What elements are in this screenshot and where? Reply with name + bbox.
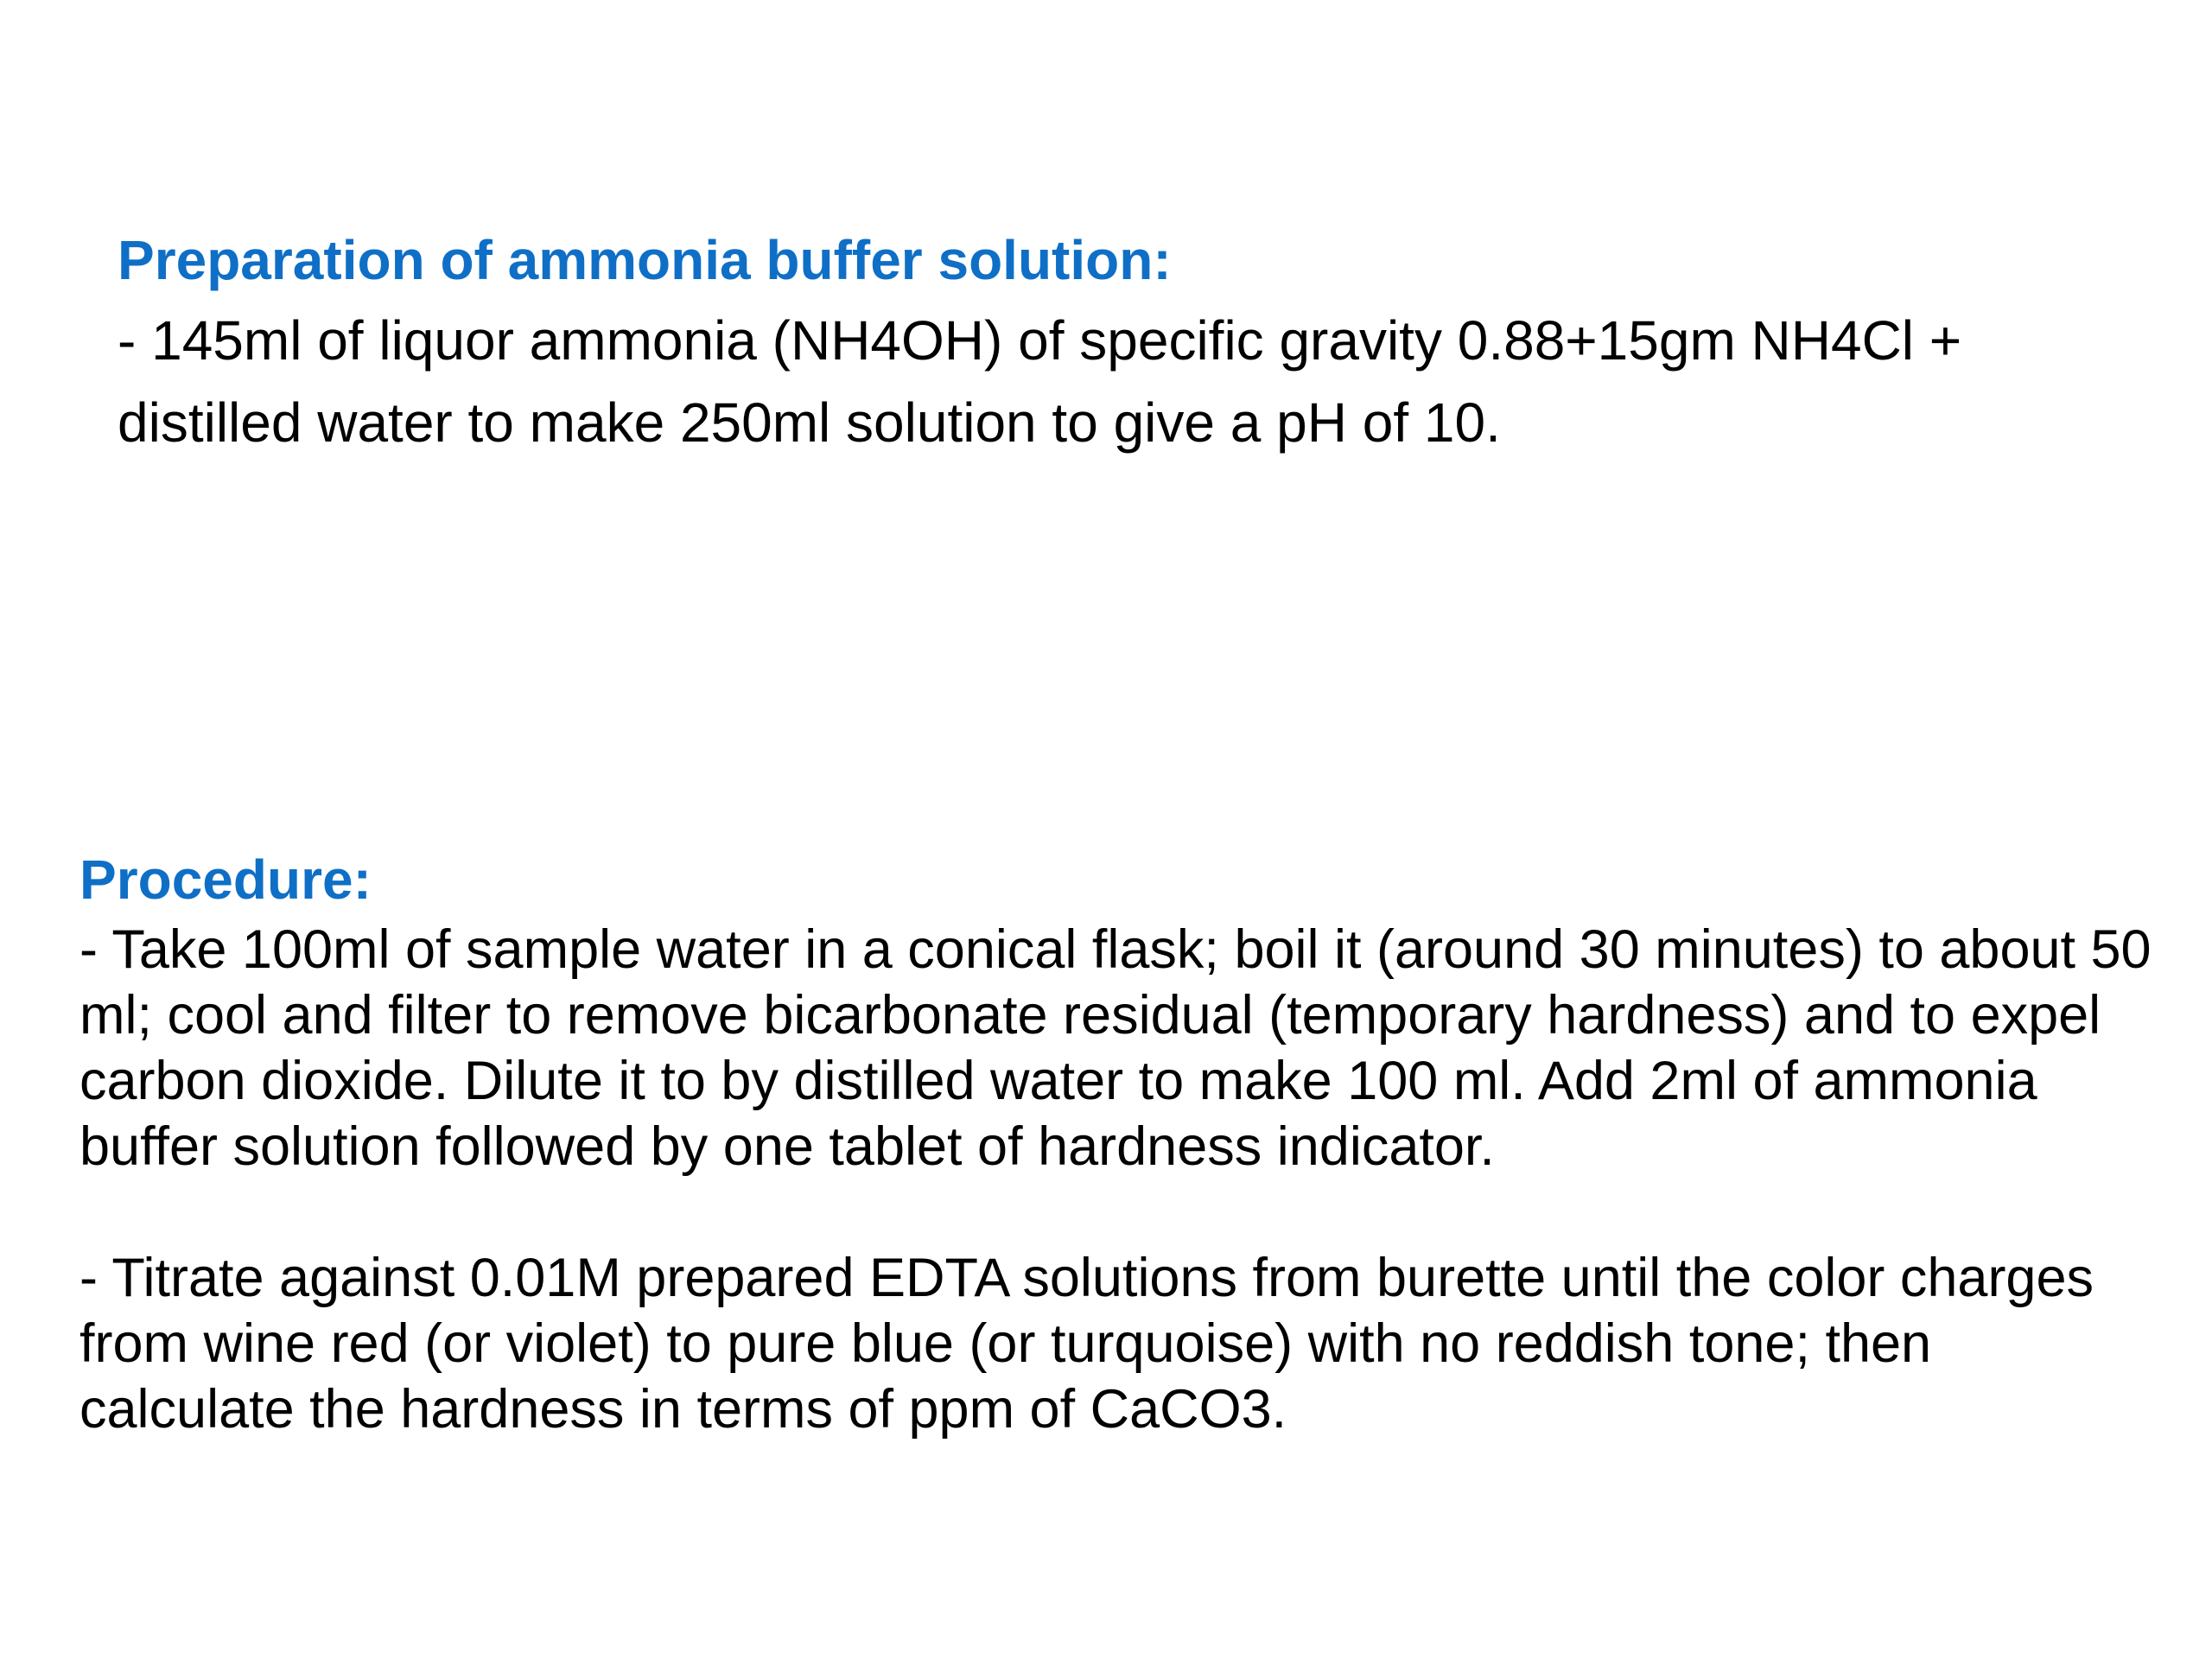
procedure-step-1: - Take 100ml of sample water in a conical flask; boil it (around 30 minutes) to about 50 ml; cool and filter to remove bicarbonate residual (temporary hardness) and to expel carbon dioxide. Dilute it to by distilled water to make 100 ml. Add 2ml of ammonia buffer solution followed by one tablet of hardness indicator. — [79, 919, 2152, 1177]
procedure-step-2: - Titrate against 0.01M prepared EDTA solutions from burette until the color charges from wine red (or violet) to pure blue (or turquoise) with no reddish tone; then calculate the hardness in terms of ppm of CaCO3. — [79, 1248, 2094, 1440]
preparation-section — [118, 220, 2088, 464]
procedure-section — [79, 842, 2153, 1442]
preparation-heading: Preparation of ammonia buffer solution: — [118, 229, 1172, 291]
paragraph-spacer — [79, 1179, 2153, 1245]
procedure-heading: Procedure: — [79, 849, 372, 911]
preparation-text: - 145ml of liquor ammonia (NH4OH) of specific gravity 0.88+15gm NH4Cl + distilled water to make 250ml solution to give a pH of 10. — [118, 309, 1962, 454]
